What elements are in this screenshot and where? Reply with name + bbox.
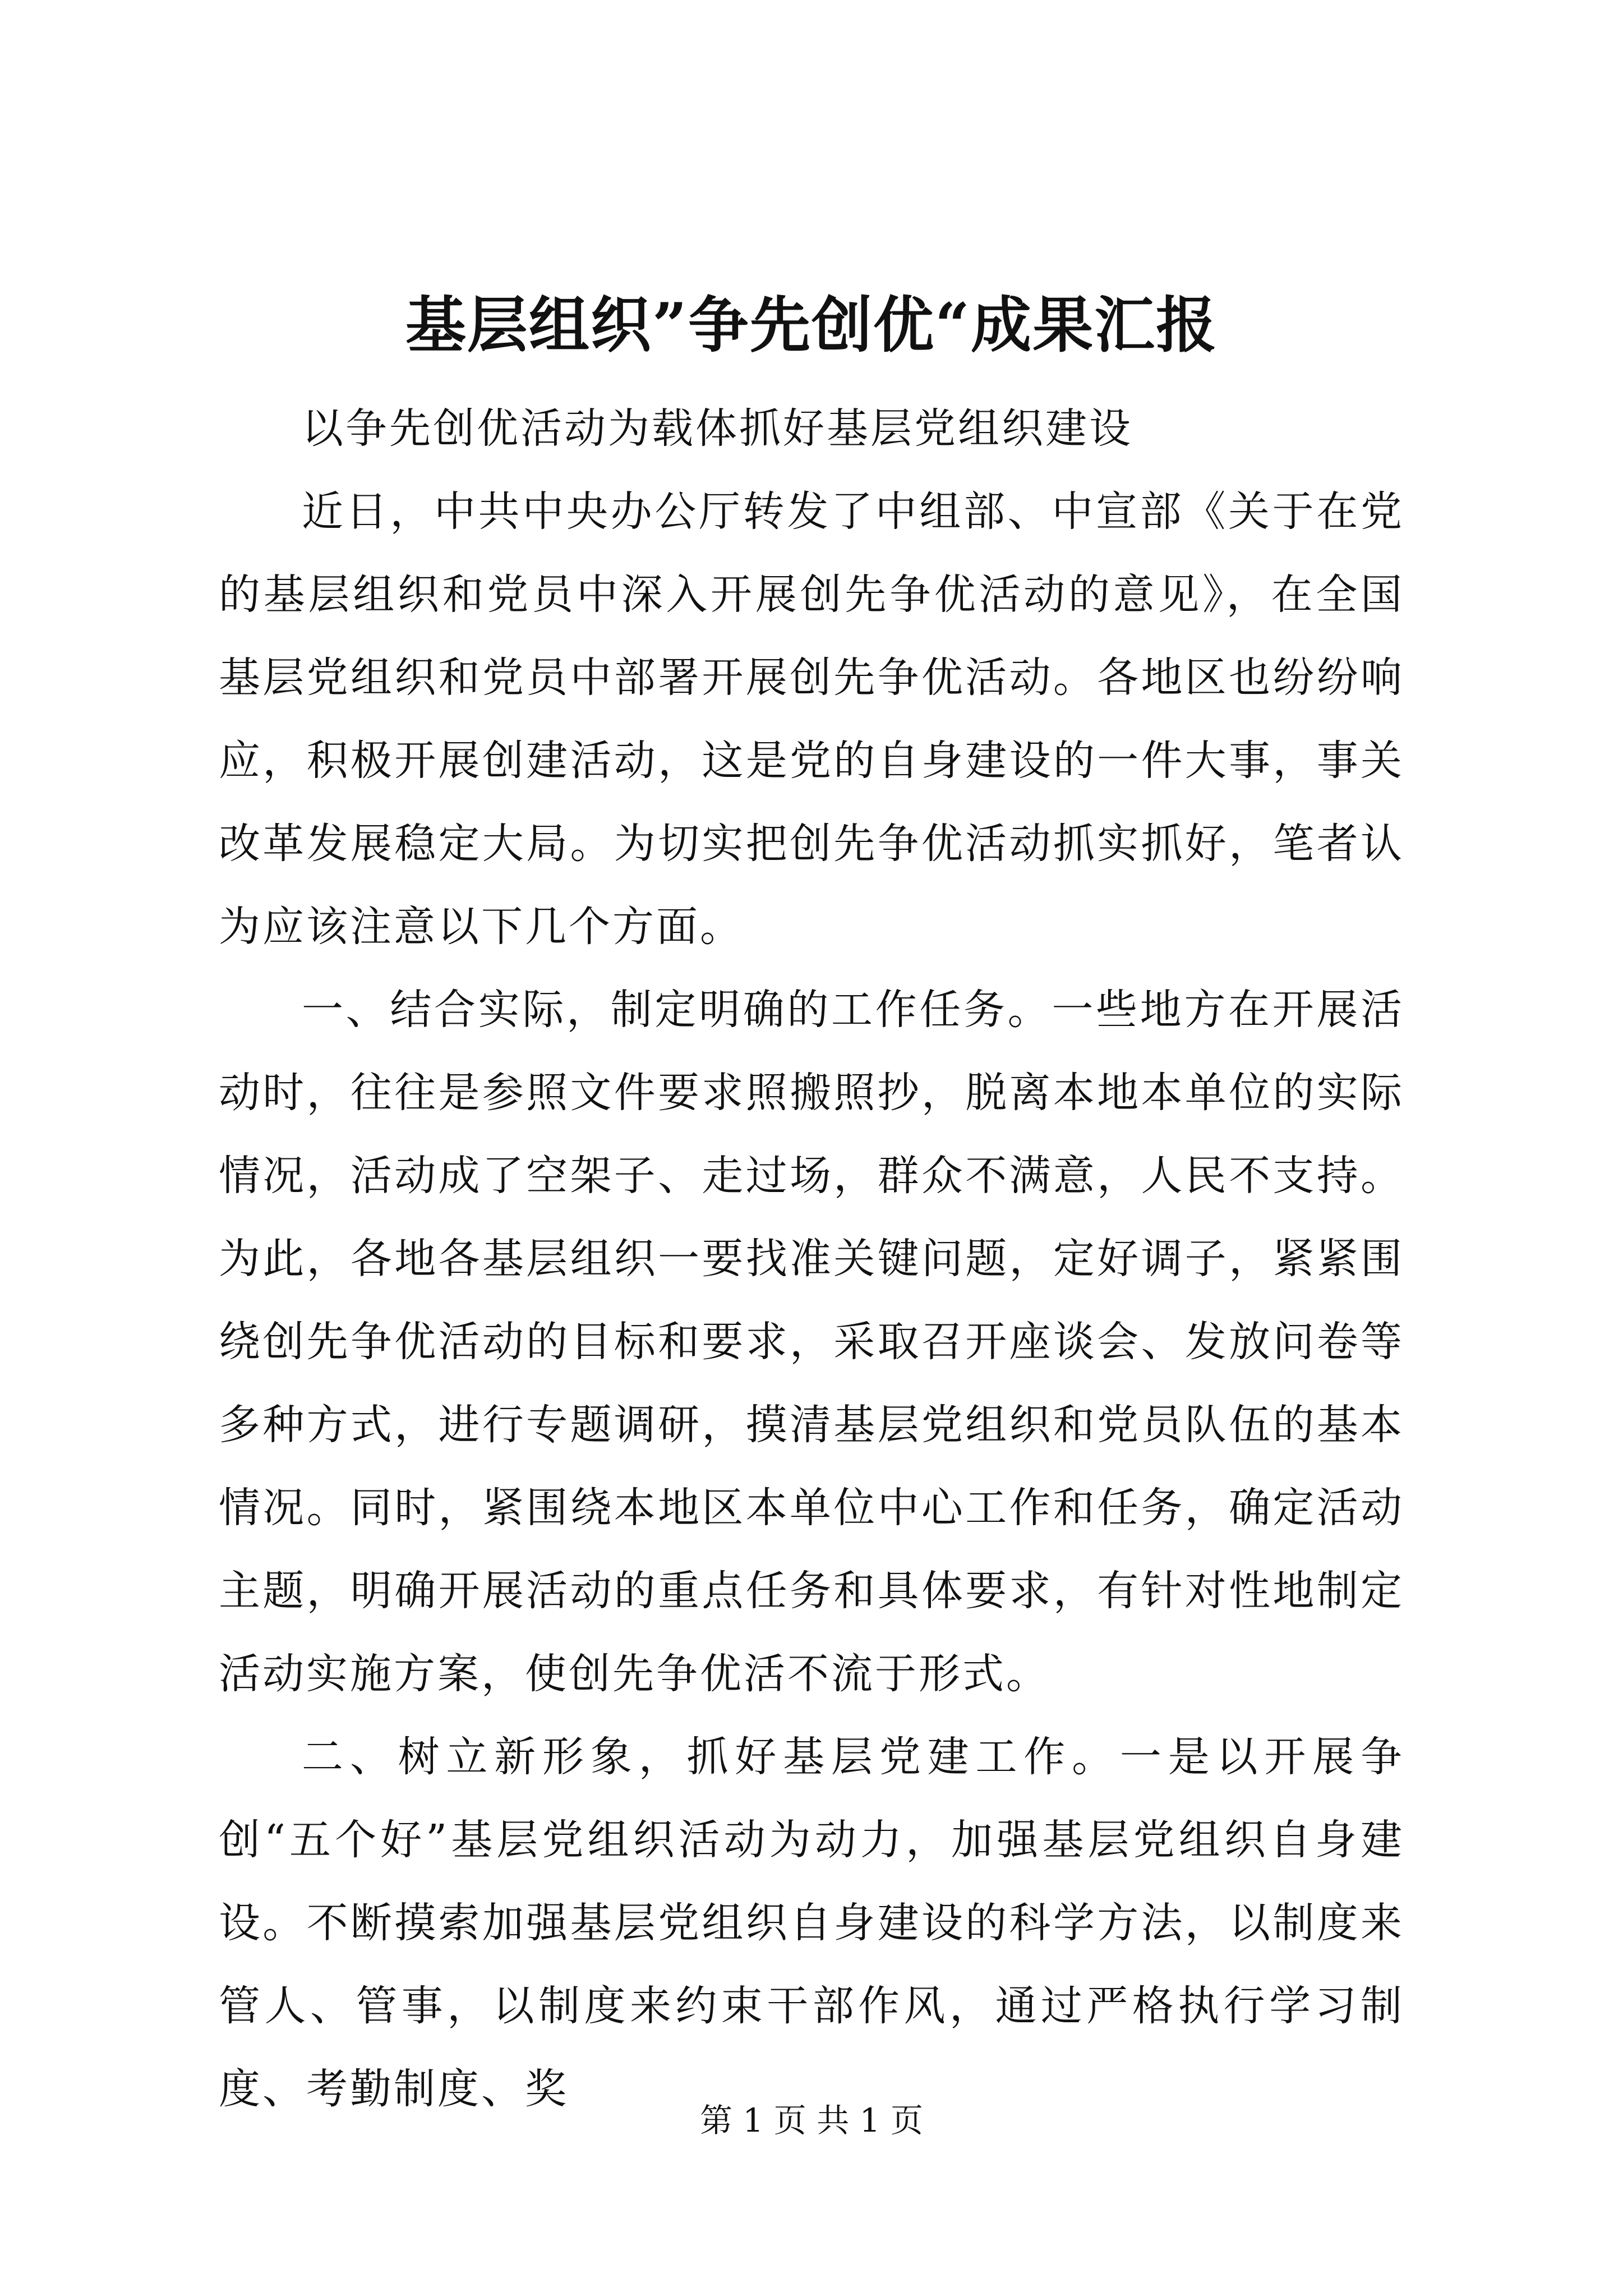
document-subtitle: 以争先创优活动为载体抓好基层党组织建设	[302, 404, 1133, 453]
body-paragraph: 一、结合实际，制定明确的工作任务。一些地方在开展活动时，往往是参照文件要求照搬照抄，脱离本地本单位的实际情况，活动成了空架子、走过场，群众不满意，人民不支持。为此，各地各基层组织一要找准关键问题，定好调子，紧紧围绕创先争优活动的目标和要求，采取召开座谈会、发放问卷等多种方式，进行专题调研，摸清基层党组织和党员队伍的基本情况。同时，紧围绕本地区本单位中心工作和任务，确定活动主题，明确开展活动的重点任务和具体要求，有针对性地制定活动实施方案，使创先争优活不流于形式。	[219, 986, 1404, 1698]
body-paragraph: 二、树立新形象，抓好基层党建工作。一是以开展争创“五个好”基层党组织活动为动力，加强基层党组织自身建设。不断摸索加强基层党组织自身建设的科学方法，以制度来管人、管事，以制度来约束干部作风，通过严格执行学习制度、考勤制度、奖	[219, 1733, 1404, 2113]
page-footer: 第 1 页 共 1 页	[700, 2101, 923, 2139]
body-paragraph: 近日，中共中央办公厅转发了中组部、中宣部《关于在党的基层组织和党员中深入开展创先争优活动的意见》，在全国基层党组织和党员中部署开展创先争优活动。各地区也纷纷响应，积极开展创建活动，这是党的自身建设的一件大事，事关改革发展稳定大局。为切实把创先争优活动抓实抓好，笔者认为应该注意以下几个方面。	[219, 487, 1404, 951]
document-title: 基层组织”争先创优“成果汇报	[405, 290, 1218, 361]
document-body	[219, 387, 1404, 2131]
